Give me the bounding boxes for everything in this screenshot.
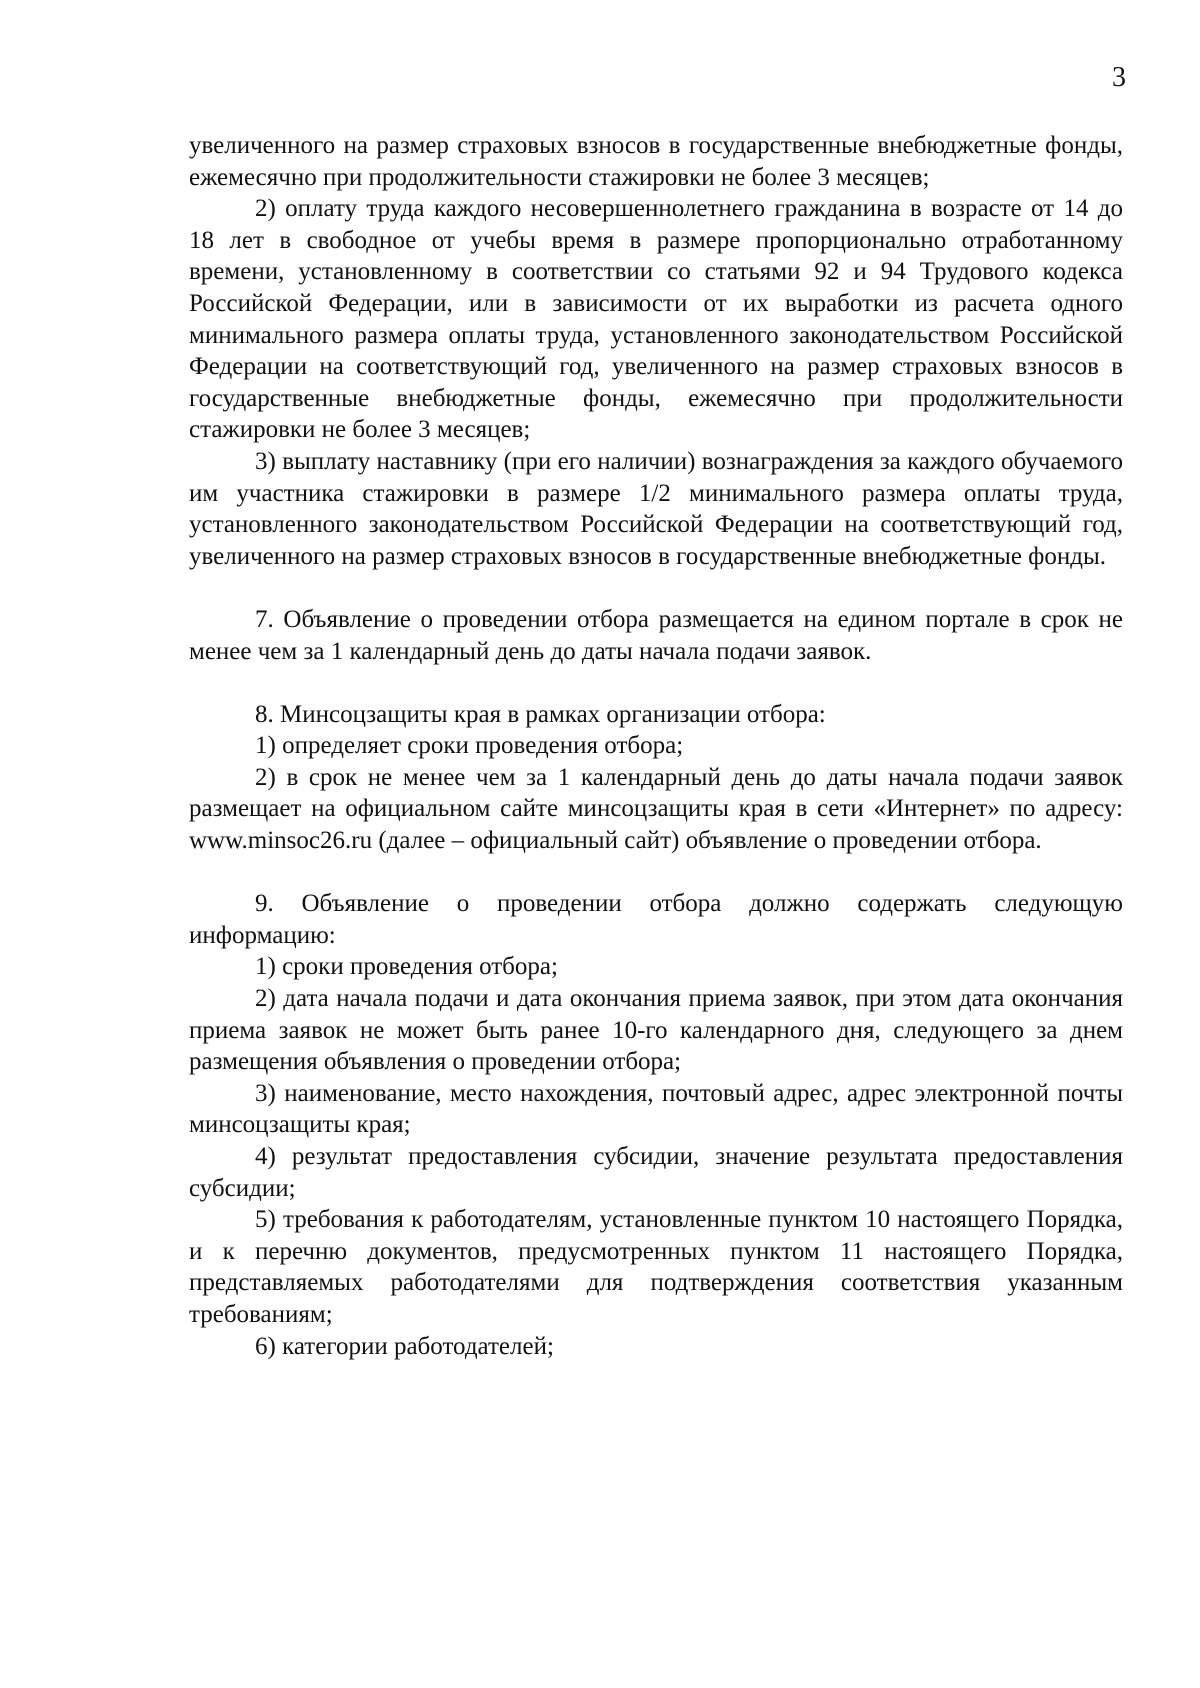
paragraph-section-9-item-5: 5) требования к работодателям, установленные пунктом 10 настоящего Порядка, и к перечню документов, предусмотренных пунктом 11 настоящего Порядка, представляемых работодателями для подтверждения соответствия указанным требованиям; [189, 1206, 1123, 1328]
paragraph-section-8-item-2: 2) в срок не менее чем за 1 календарный день до даты начала подачи заявок размещает на официальном сайте минсоцзащиты края в сети «Интернет» по адресу: www.minsoc26.ru (далее – официальный сайт) объявление о проведении отбора. [189, 763, 1123, 855]
paragraph-section-7: 7. Объявление о проведении отбора размещается на едином портале в срок не менее чем за 1 календарный день до даты начала подачи заявок. [189, 605, 1123, 665]
document-body [189, 130, 1123, 1362]
paragraph-item-2-wages: 2) оплату труда каждого несовершеннолетнего гражданина в возрасте от 14 до 18 лет в свободное от учебы время в размере пропорционально отработанному времени, установленному в соответствии со статьями 92 и 94 Трудового кодекса Российской Федерации, или в зависимости от их выработки из расчета одного минимального размера оплаты труда, установленного законодательством Российской Федерации на соответствующий год, увеличенного на размер страховых взносов в государственные внебюджетные фонды, ежемесячно при продолжительности стажировки не более 3 месяцев; [189, 195, 1123, 444]
paragraph-section-8-item-1: 1) определяет сроки проведения отбора; [255, 732, 684, 760]
paragraph-item-3-mentor: 3) выплату наставнику (при его наличии) вознаграждения за каждого обучаемого им участника стажировки в размере 1/2 минимального размера оплаты труда, установленного законодательством Российской Федерации на соответствующий год, увеличенного на размер страховых взносов в государственные внебюджетные фонды. [189, 447, 1123, 570]
paragraph-section-9-item-2: 2) дата начала подачи и дата окончания приема заявок, при этом дата окончания приема заявок не может быть ранее 10-го календарного дня, следующего за днем размещения объявления о проведении отбора; [189, 985, 1123, 1076]
paragraph-section-9-item-3: 3) наименование, место нахождения, почтовый адрес, адрес электронной почты минсоцзащиты края; [189, 1079, 1123, 1139]
paragraph-section-9: 9. Объявление о проведении отбора должно содержать следующую информацию: [189, 890, 1123, 949]
paragraph-section-9-item-1: 1) сроки проведения отбора; [255, 953, 558, 981]
paragraph-section-8: 8. Минсоцзащиты края в рамках организации отбора: [255, 700, 826, 728]
paragraph-section-9-item-6: 6) категории работодателей; [255, 1332, 554, 1360]
paragraph-continuation: увеличенного на размер страховых взносов в государственные внебюджетные фонды, ежемесячно при продолжительности стажировки не более 3 месяцев; [189, 132, 1123, 191]
paragraph-section-9-item-4: 4) результат предоставления субсидии, значение результата предоставления субсидии; [189, 1143, 1123, 1202]
page-number: 3 [1112, 62, 1126, 93]
